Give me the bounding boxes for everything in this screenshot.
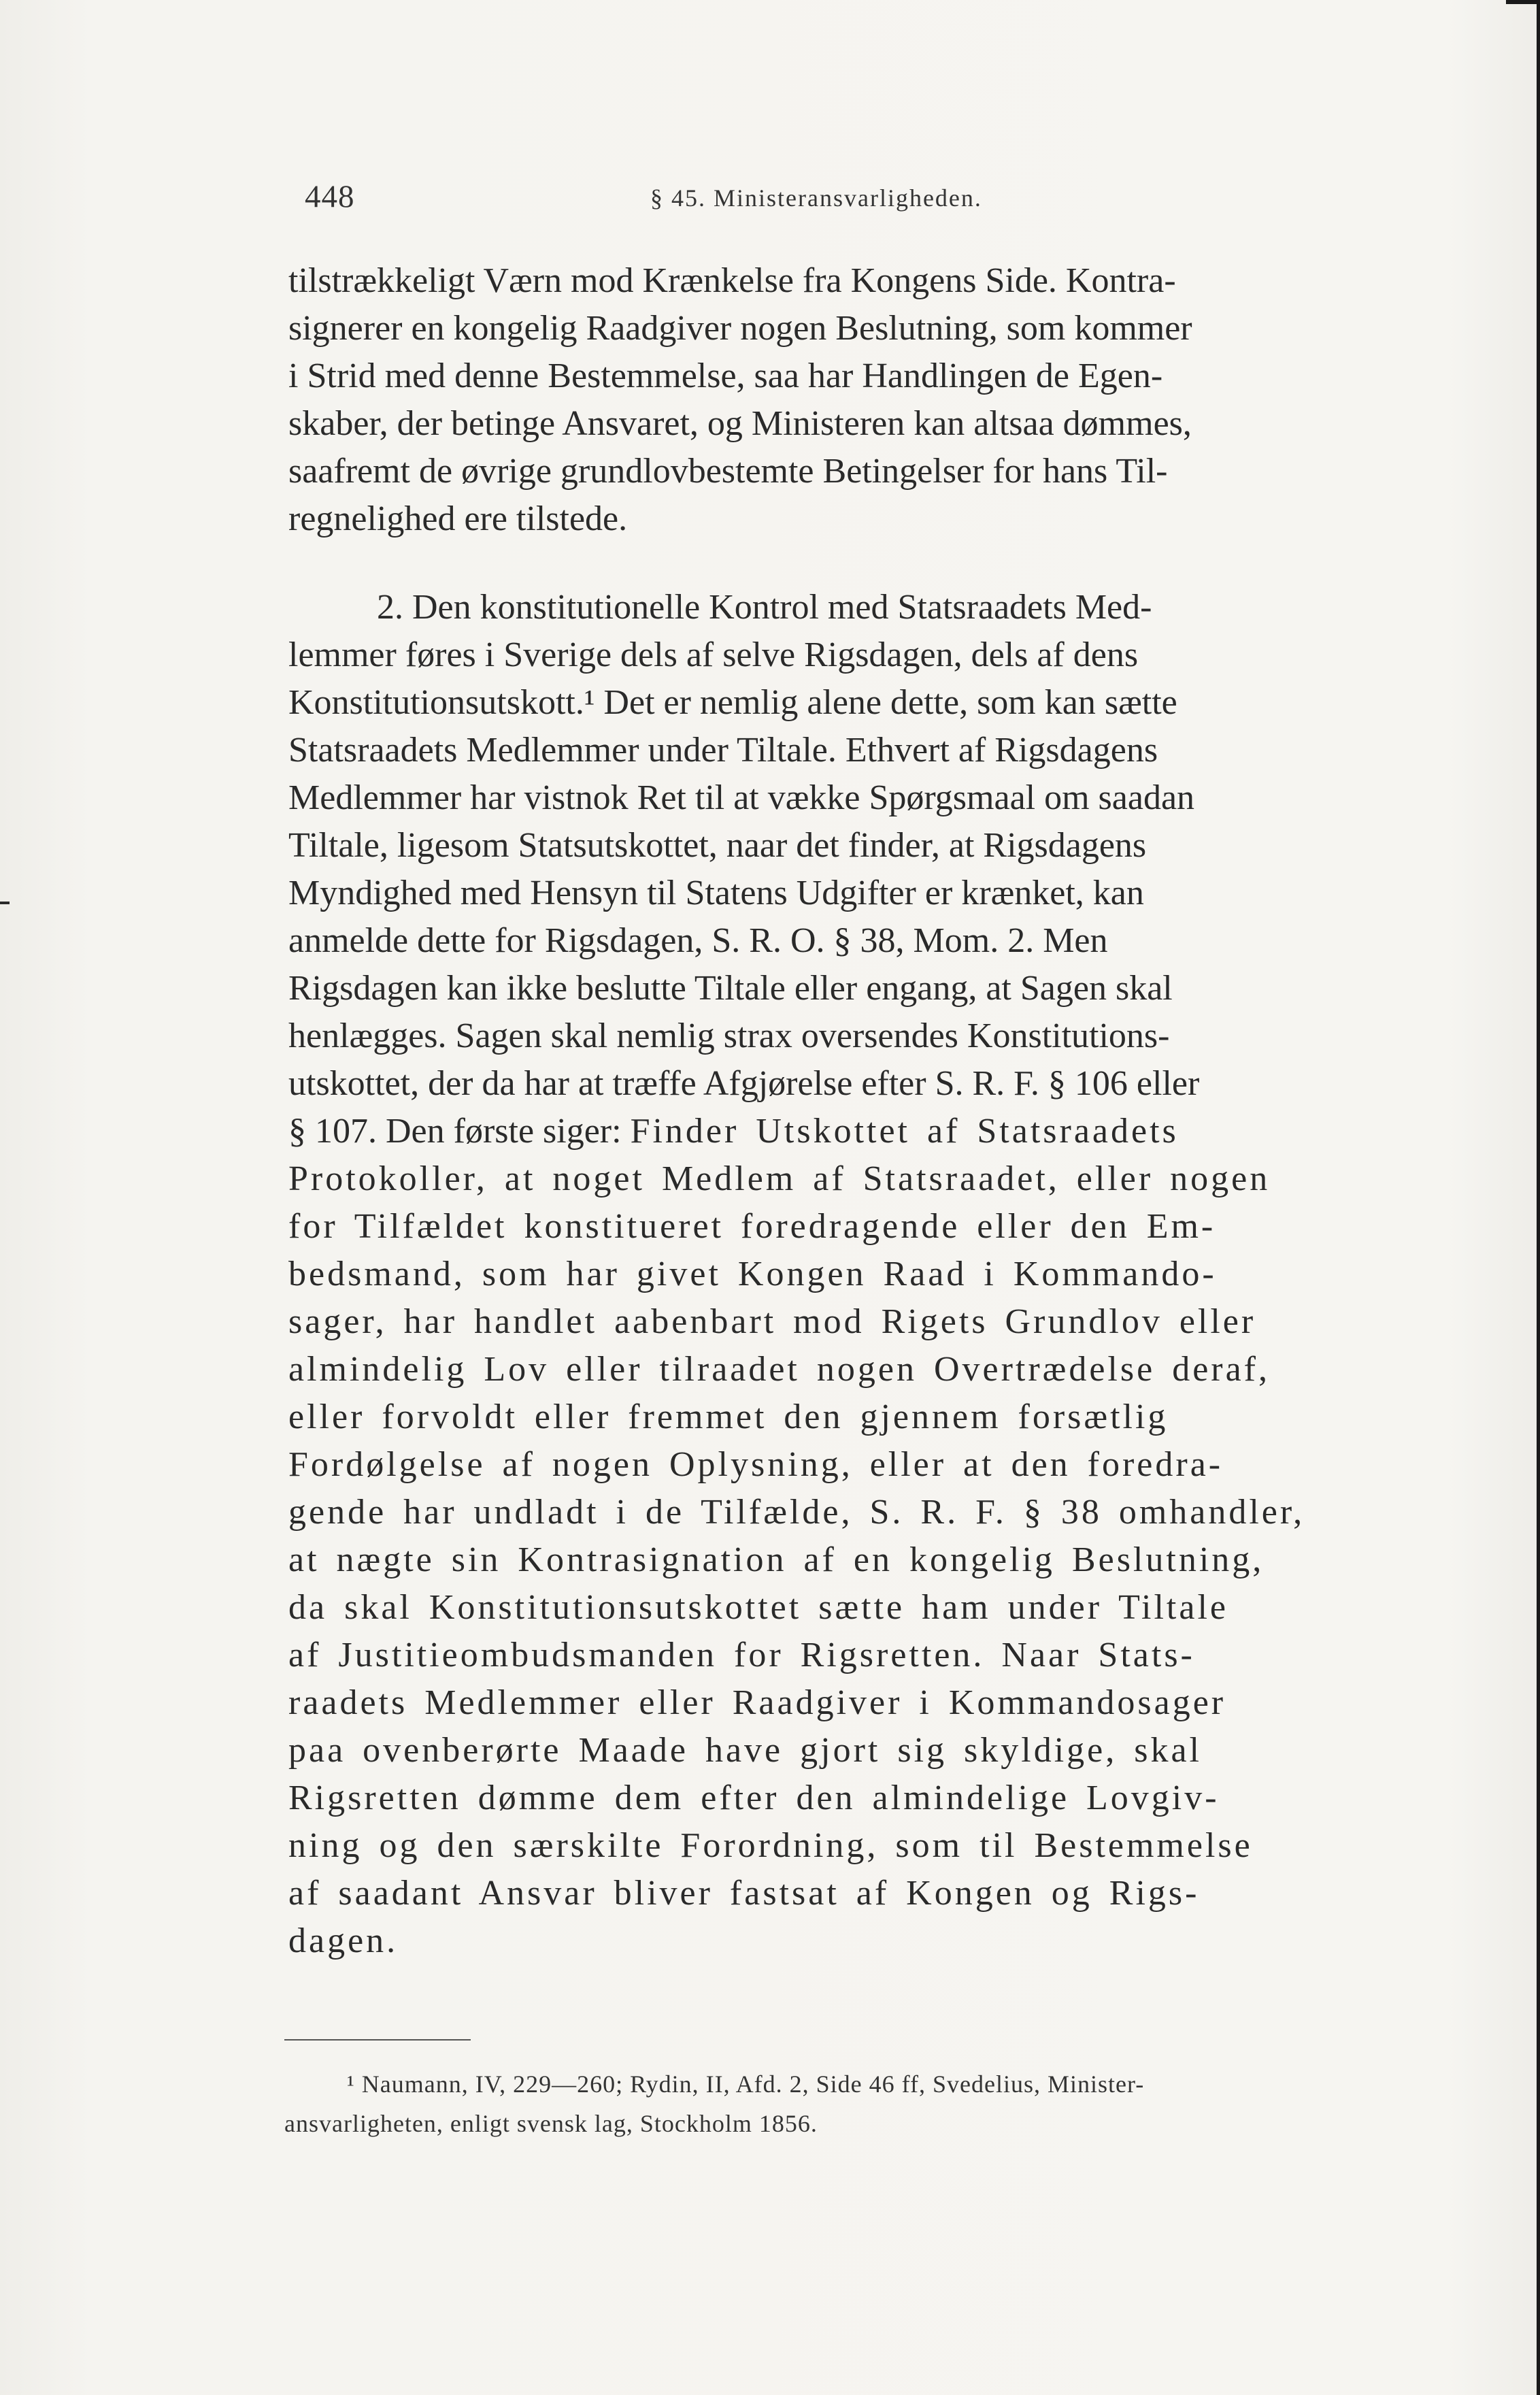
scan-edge-mark bbox=[0, 902, 10, 904]
quoted-line: raadets Medlemmer eller Raadgiver i Kommandosager bbox=[288, 1683, 1226, 1722]
text-line: Konstitutionsutskott.¹ Det er nemlig alene dette, som kan sætte bbox=[288, 683, 1177, 722]
text-span: § 107. Den første siger: bbox=[288, 1112, 622, 1151]
text-line: Medlemmer har vistnok Ret til at vække Spørgsmaal om saadan bbox=[288, 778, 1195, 817]
footnote-line: ansvarligheten, enligt svensk lag, Stockholm 1856. bbox=[284, 2110, 818, 2137]
paragraph-gap bbox=[288, 543, 1411, 584]
footnote-line: ¹ Naumann, IV, 229—260; Rydin, II, Afd. 2, Side 46 ff, Svedelius, Minister- bbox=[347, 2070, 1145, 2098]
scan-edge-right bbox=[1537, 0, 1540, 2395]
page-header bbox=[305, 178, 1427, 219]
quoted-line: paa ovenberørte Maade have gjort sig skyldige, skal bbox=[288, 1731, 1202, 1770]
text-line: 2. Den konstitutionelle Kontrol med Statsraadets Med- bbox=[377, 588, 1152, 627]
footnote bbox=[284, 2064, 1413, 2143]
text-line: henlægges. Sagen skal nemlig strax oversendes Konstitutions- bbox=[288, 1017, 1170, 1055]
paragraph-1 bbox=[288, 257, 1411, 543]
quoted-line: almindelig Lov eller tilraadet nogen Overtrædelse deraf, bbox=[288, 1350, 1270, 1389]
quoted-line: da skal Konstitutionsutskottet sætte ham under Tiltale bbox=[288, 1588, 1228, 1627]
quoted-line: gende har undladt i de Tilfælde, S. R. F. § 38 omhandler, bbox=[288, 1493, 1305, 1532]
quoted-line: bedsmand, som har givet Kongen Raad i Kommando- bbox=[288, 1255, 1217, 1293]
text-line: anmelde dette for Rigsdagen, S. R. O. § 38, Mom. 2. Men bbox=[288, 921, 1108, 960]
quoted-text: Finder Utskottet af Statsraadets bbox=[630, 1112, 1179, 1151]
quoted-line: at nægte sin Kontrasignation af en kongelig Beslutning, bbox=[288, 1540, 1265, 1579]
text-line: Statsraadets Medlemmer under Tiltale. Ethvert af Rigsdagens bbox=[288, 731, 1158, 770]
quoted-line: Rigsretten dømme dem efter den almindelige Lovgiv- bbox=[288, 1779, 1220, 1817]
running-title: § 45. Ministeransvarligheden. bbox=[650, 184, 982, 212]
quoted-line: dagen. bbox=[288, 1921, 399, 1960]
text-line bbox=[288, 1108, 1411, 1155]
quoted-line: af saadant Ansvar bliver fastsat af Kongen og Rigs- bbox=[288, 1874, 1200, 1913]
text-line: tilstrækkeligt Værn mod Krænkelse fra Kongens Side. Kontra- bbox=[288, 261, 1176, 300]
quoted-line: Protokoller, at noget Medlem af Statsraadet, eller nogen bbox=[288, 1159, 1271, 1198]
text-line: utskottet, der da har at træffe Afgjørelse efter S. R. F. § 106 eller bbox=[288, 1064, 1200, 1103]
footnote-rule bbox=[284, 2039, 471, 2041]
scan-edge-top bbox=[1506, 0, 1540, 4]
quoted-line: for Tilfældet konstitueret foredragende eller den Em- bbox=[288, 1207, 1216, 1246]
quoted-line: af Justitieombudsmanden for Rigsretten. Naar Stats- bbox=[288, 1636, 1195, 1674]
text-line: lemmer føres i Sverige dels af selve Rigsdagen, dels af dens bbox=[288, 635, 1139, 674]
text-line: signerer en kongelig Raadgiver nogen Beslutning, som kommer bbox=[288, 309, 1192, 348]
quoted-line: sager, har handlet aabenbart mod Rigets Grundlov eller bbox=[288, 1302, 1256, 1341]
text-line: skaber, der betinge Ansvaret, og Ministeren kan altsaa dømmes, bbox=[288, 404, 1192, 443]
body-text bbox=[288, 257, 1411, 1965]
text-line: regnelighed ere tilstede. bbox=[288, 499, 628, 538]
page-number: 448 bbox=[305, 179, 355, 214]
quoted-line: ning og den særskilte Forordning, som til Bestemmelse bbox=[288, 1826, 1253, 1865]
text-line: Rigsdagen kan ikke beslutte Tiltale eller engang, at Sagen skal bbox=[288, 969, 1173, 1008]
quoted-line: Fordølgelse af nogen Oplysning, eller at den foredra- bbox=[288, 1445, 1224, 1484]
text-line: saafremt de øvrige grundlovbestemte Betingelser for hans Til- bbox=[288, 452, 1168, 491]
paragraph-2 bbox=[288, 584, 1411, 1965]
text-line: i Strid med denne Bestemmelse, saa har Handlingen de Egen- bbox=[288, 357, 1163, 395]
text-line: Tiltale, ligesom Statsutskottet, naar det finder, at Rigsdagens bbox=[288, 826, 1147, 865]
text-line: Myndighed med Hensyn til Statens Udgifter er krænket, kan bbox=[288, 874, 1144, 912]
quoted-line: eller forvoldt eller fremmet den gjennem forsætlig bbox=[288, 1398, 1169, 1436]
